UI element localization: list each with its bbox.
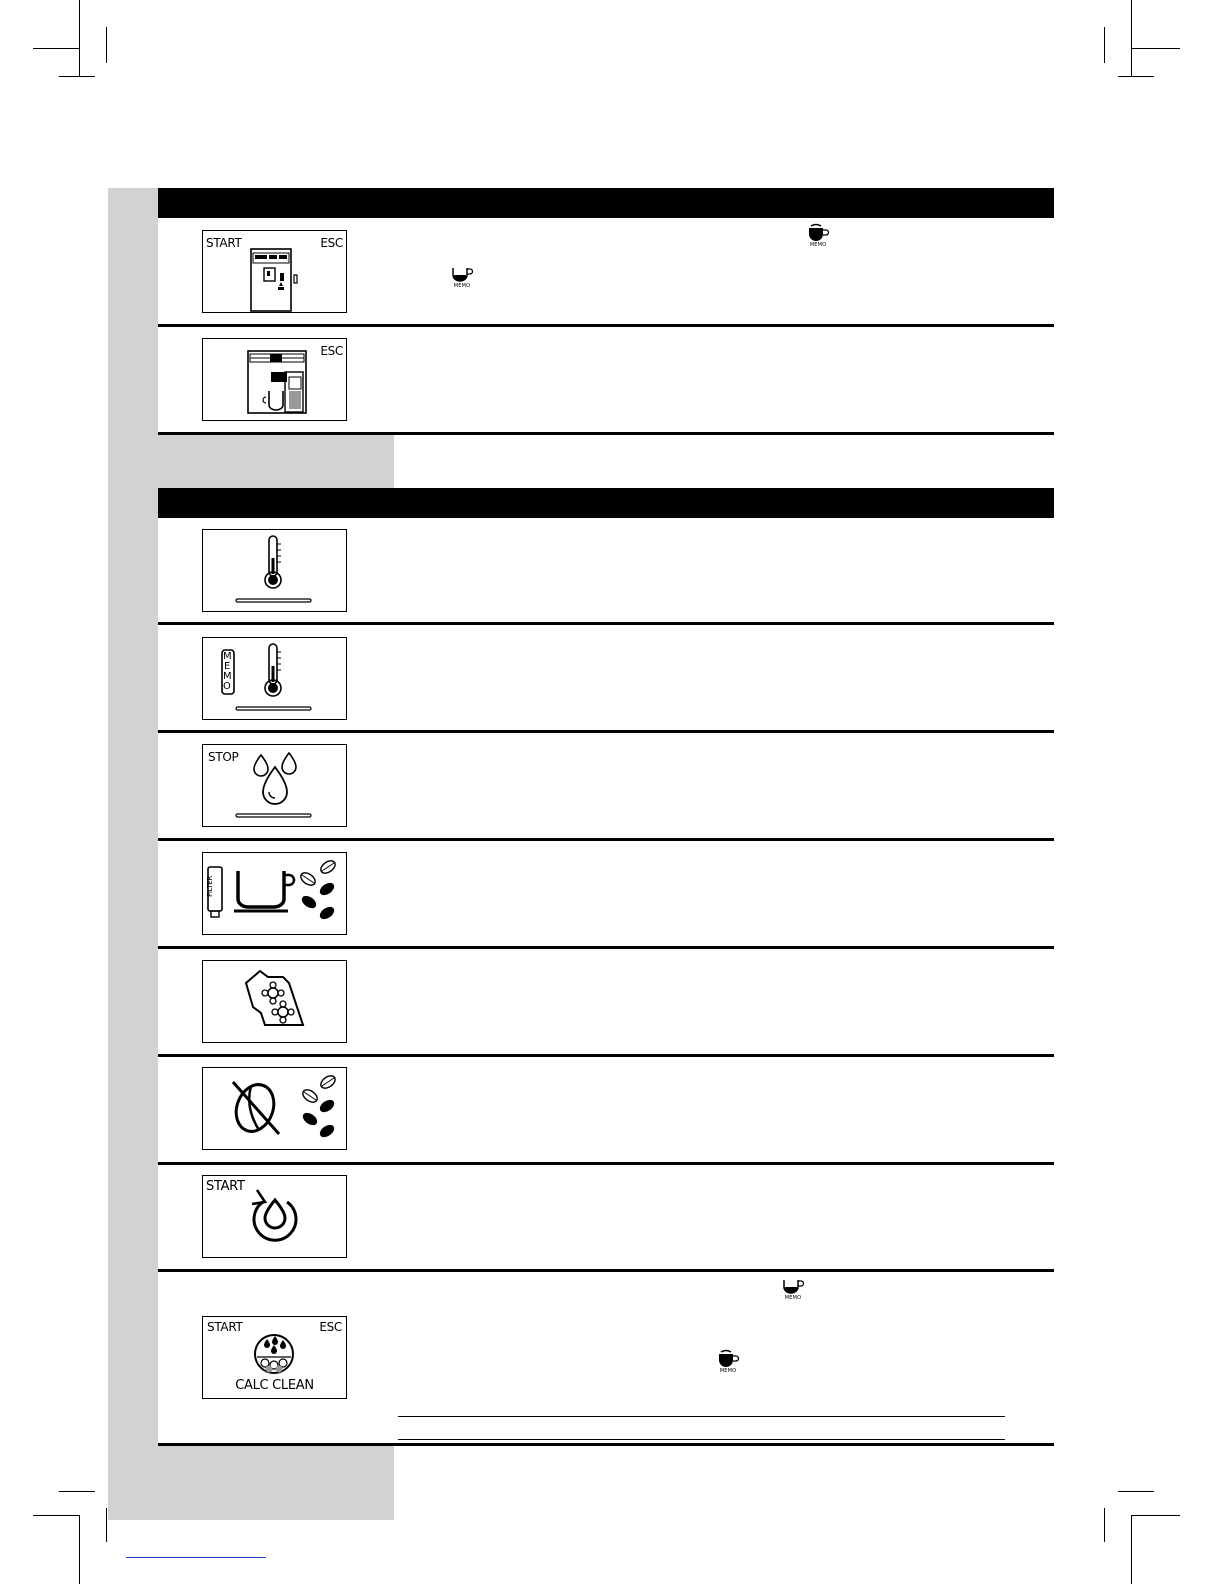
crop-mark: [33, 48, 79, 49]
start-label: START: [206, 1179, 245, 1194]
water-drops-icon: [203, 745, 347, 827]
stop-label: STOP: [208, 750, 239, 764]
crop-mark: [33, 1515, 79, 1516]
filter-label: FILTER: [205, 876, 214, 897]
esc-label: ESC: [320, 236, 343, 250]
bottom-band: [158, 1446, 394, 1520]
start-label: START: [207, 1320, 243, 1334]
crop-mark: [1104, 1508, 1105, 1542]
crop-mark: [106, 27, 107, 63]
crop-mark: [1132, 1515, 1180, 1516]
crop-mark: [1131, 0, 1132, 77]
crop-mark: [79, 1515, 80, 1584]
crop-mark: [1118, 76, 1154, 77]
section-header-bar: [158, 188, 1054, 218]
memo-letter: M: [223, 651, 232, 662]
note-line: [398, 1416, 1005, 1417]
brew-group-icon: [203, 961, 347, 1043]
crop-mark: [59, 76, 95, 77]
lcd-display-start-water-circuit: [202, 1175, 347, 1258]
machine-with-cup-icon: [203, 339, 347, 421]
memo-coffee-cup-icon: MEMO: [778, 1275, 808, 1303]
no-beans-icon: [203, 1068, 347, 1150]
thermometer-icon: [203, 530, 347, 612]
memo-letter: O: [223, 681, 231, 692]
esc-label: ESC: [319, 1320, 342, 1334]
row-divider: [158, 324, 1054, 327]
memo-letter: M: [223, 671, 232, 682]
row-divider: [158, 622, 1054, 625]
lcd-display-memo-thermometer: [202, 637, 347, 720]
row-divider: [158, 1269, 1054, 1272]
water-circuit-icon: [203, 1176, 347, 1258]
lcd-display-stop-drops: [202, 744, 347, 827]
filter-cup-beans-icon: [203, 853, 347, 935]
crop-mark: [1131, 1515, 1132, 1584]
memo-cappuccino-icon: MEMO: [713, 1348, 743, 1376]
crop-mark: [59, 1491, 95, 1492]
crop-mark: [1104, 27, 1105, 63]
esc-label: ESC: [320, 344, 343, 358]
lcd-display-no-beans: [202, 1067, 347, 1150]
crop-mark: [1132, 48, 1180, 49]
memo-letter: E: [224, 661, 231, 672]
note-line: [398, 1439, 1005, 1440]
start-label: START: [206, 236, 242, 250]
memo-coffee-cup-icon: MEMO: [447, 263, 477, 291]
lcd-display-calc-clean: [202, 1316, 347, 1399]
lcd-display-start-esc: [202, 230, 347, 313]
lcd-display-filter-cup-beans: [202, 852, 347, 935]
crop-mark: [106, 1508, 107, 1542]
memo-cappuccino-icon: MEMO: [803, 222, 833, 250]
side-margin-band: [108, 188, 158, 1520]
coffee-machine-icon: [203, 231, 347, 313]
row-divider: [158, 1162, 1054, 1165]
lcd-display-thermometer: [202, 529, 347, 612]
row-divider: [158, 1054, 1054, 1057]
row-divider: [158, 946, 1054, 949]
row-divider: [158, 838, 1054, 841]
section-header-bar: [158, 488, 1054, 518]
lcd-display-brew-group: [202, 960, 347, 1043]
gap-band: [158, 434, 394, 489]
calc-clean-label: CALC CLEAN: [235, 1378, 314, 1393]
table-bottom-rule: [158, 1443, 1054, 1446]
footer-link-underline[interactable]: [126, 1557, 266, 1558]
crop-mark: [1118, 1491, 1154, 1492]
row-divider: [158, 432, 1054, 435]
lcd-display-esc-cup: [202, 338, 347, 421]
row-divider: [158, 730, 1054, 733]
crop-mark: [79, 0, 80, 77]
